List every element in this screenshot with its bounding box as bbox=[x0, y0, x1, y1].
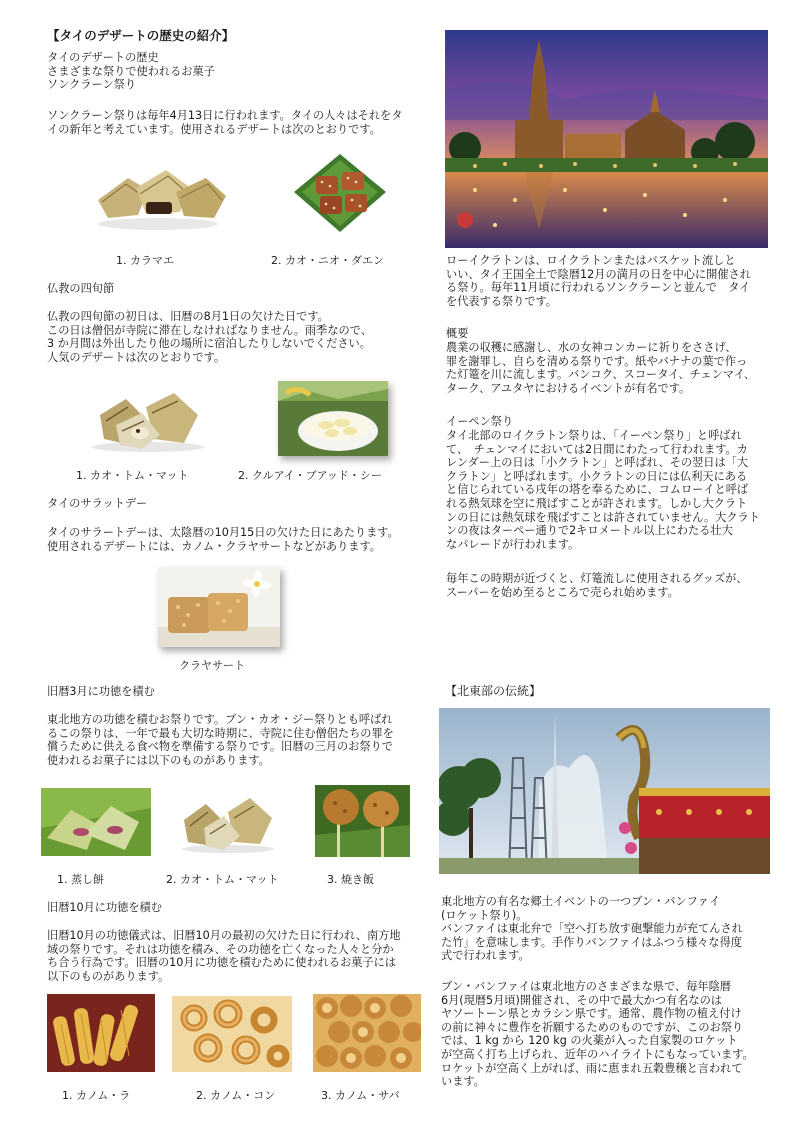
caption-khao-niao-daeng: 2. カオ・ニオ・ダエン bbox=[271, 254, 384, 267]
khao-tom-mat-image bbox=[86, 385, 212, 453]
grilled-rice-image bbox=[315, 785, 410, 857]
kalamae-image bbox=[88, 160, 230, 232]
steamed-cake-image bbox=[41, 788, 151, 856]
caption-steamed-cake: 1. 蒸し餅 bbox=[57, 873, 104, 886]
buddhist-title: 仏教の四旬節 bbox=[47, 282, 115, 295]
caption-khanom-saba: 3. カノム・サバ bbox=[321, 1089, 400, 1102]
songkran-text: ソンクラーン祭りは毎年4月13日に行われます。タイの人々はそれをタ イの新年と考えています。使用されるデザートは次のとおりです。 bbox=[47, 109, 403, 136]
overview-text: 農業の収穫に感謝し、水の女神コンカーに祈りをささげ、 罪を謝罪し、自らを清める祭りです。紙やバナナの葉で作っ た灯篭を川に流します。バンコク、スコータイ、チェンマイ、 ターク、アユタヤにおけるイベントが有名です。 bbox=[446, 341, 756, 395]
krayasart-image bbox=[158, 567, 280, 647]
bun-bang-fai-text-2: ブン・バンファイは東北地方のさまざまな県で、毎年陰暦 6月(現暦5月頃)開催され、その中で最大かつ有名なのは ヤソートーン県とカラシン県です。通常、農作物の植え付け の前に神々に豊作を祈願するためのものですが、このお祭り では、1 kg から 120 kg の火薬が入った自家製のロケット が空高く打ち上げられ、近年のハイライトにもなっています。 ロケットが空高く上がれば、雨に恵まれ五穀豊穣と言われて います。 bbox=[441, 980, 754, 1089]
caption-grilled-rice: 3. 焼き飯 bbox=[327, 873, 374, 886]
yipeng-title: イーペン祭り bbox=[446, 415, 514, 428]
buddhist-text: 仏教の四旬節の初日は、旧暦の8月1日の欠けた日です。 この日は僧侶が寺院に滞在しなければなりません。雨季なので、 3 か月間は外出したり他の場所に宿泊したりしないでください。 人気のデザートは次のとおりです。 bbox=[47, 310, 372, 364]
khanom-kong-image bbox=[172, 996, 292, 1072]
intro-text: タイのデザートの歴史 さまざまな祭りで使われるお菓子 ソンクラーン祭り bbox=[47, 51, 215, 92]
loy-krathong-photo bbox=[445, 30, 768, 248]
khanom-saba-image bbox=[313, 994, 421, 1072]
khanom-la-image bbox=[47, 994, 155, 1072]
page-title: 【タイのデザートの歴史の紹介】 bbox=[47, 28, 235, 43]
merit10-text: 旧暦10月の功徳儀式は、旧暦10月の最初の欠けた日に行われ、南方地 域の祭りです。それは功徳を積み、その功徳を亡くなった人々と分か ち合う行為です。旧暦の10月に功徳を積むために使われるお菓子には 以下のものがあります。 bbox=[47, 929, 401, 983]
caption-khao-tom-mat-2: 2. カオ・トム・マット bbox=[166, 873, 279, 886]
merit3-text: 東北地方の功徳を積むお祭りです。ブン・カオ・ジー祭りとも呼ばれ るこの祭りは、一年で最も大切な時期に、寺院に住む僧侶たちの罪を 償うために供える食べ物を準備する祭りです。旧暦の三月のお祭りで 使われるお菓子には以下のものがあります。 bbox=[47, 713, 394, 767]
kluai-buat-chi-image bbox=[278, 381, 388, 456]
khao-tom-mat-image-2 bbox=[178, 792, 278, 854]
overview-title: 概要 bbox=[446, 327, 469, 340]
merit10-title: 旧暦10月に功徳を積む bbox=[47, 901, 162, 914]
caption-kluai-buat-chi: 2. クルアイ・ブアッド・シー bbox=[238, 469, 382, 482]
loy-krathong-text: ローイクラトンは、ロイクラトンまたはバスケット流しと いい、タイ王国全土で陰暦12月の満月の日を中心に開催され る祭り。毎年11月頃に行われるソンクラーンと並んで タイ を代表する祭りです。 bbox=[446, 254, 751, 308]
northeast-title: 【北東部の伝統】 bbox=[445, 684, 542, 698]
sarat-text: タイのサラートデーは、太陰暦の10月15日の欠けた日にあたります。 使用されるデザートには、カノム・クラヤサートなどがあります。 bbox=[47, 526, 399, 553]
khao-niao-daeng-image bbox=[290, 152, 390, 234]
goods-text: 毎年この時期が近づくと、灯篭流しに使用されるグッズが、 スーパーを始め至るところで売られ始めます。 bbox=[446, 572, 748, 599]
caption-khanom-kong: 2. カノム・コン bbox=[196, 1089, 276, 1102]
caption-kalamae: 1. カラマエ bbox=[116, 254, 174, 267]
yipeng-text: タイ北部のロイクラトン祭りは、「イーペン祭り」と呼ばれ て、 チェンマイにおいては2日間にわたって行われます。カ レンダー上の日は「小クラトン」と呼ばれ、その翌日は「大 クラトン」と呼ばれます。小クラトンの日には仏利天にある と信じられている戌年の塔を奉るために、コムローイと呼ば れる熱気球を空に飛ばすことが許されます。しかし大クラト ンの日には熱気球を飛ばすことは許されていません。大クラト ンの夜はターペー通りで2キロメートル以上にわたる壮大 なパレードが行われます。 bbox=[446, 429, 760, 551]
caption-khanom-la: 1. カノム・ラ bbox=[62, 1089, 131, 1102]
merit3-title: 旧暦3月に功徳を積む bbox=[47, 685, 155, 698]
bun-bang-fai-photo bbox=[439, 708, 770, 874]
sarat-title: タイのサラットデー bbox=[47, 497, 148, 510]
caption-krayasart: クラヤサート bbox=[179, 659, 245, 672]
bun-bang-fai-text: 東北地方の有名な郷土イベントの一つブン・バンファイ (ロケット祭り)。 バンファイは東北弁で「空へ打ち放す砲撃能力が充てんされ た竹」を意味します。手作りバンファイはふつう様々な得度 式で行われます。 bbox=[441, 895, 743, 963]
caption-khao-tom-mat: 1. カオ・トム・マット bbox=[76, 469, 189, 482]
